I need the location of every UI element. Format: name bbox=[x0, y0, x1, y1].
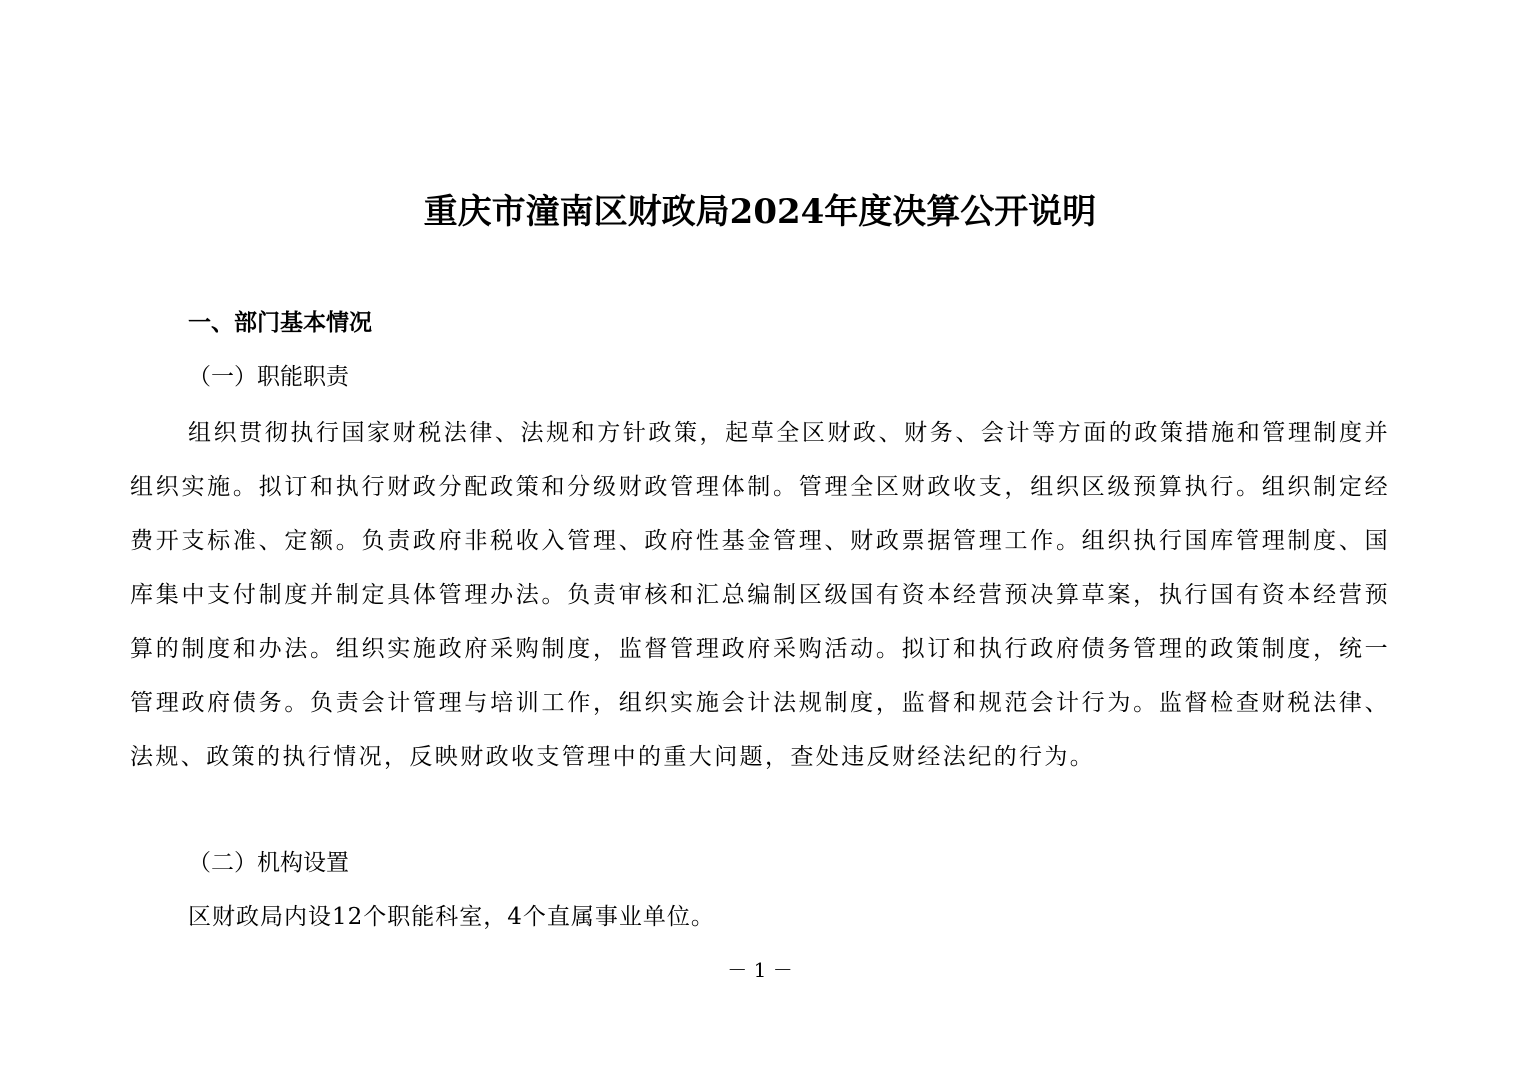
page-number: － 1 － bbox=[727, 958, 793, 982]
section-heading-basic-info: 一、部门基本情况 bbox=[188, 309, 372, 336]
functions-paragraph: 组织贯彻执行国家财税法律、法规和方针政策，起草全区财政、财务、会计等方面的政策措施和管理制度并组织实施。拟订和执行财政分配政策和分级财政管理体制。管理全区财政收支，组织区级预算执行。组织制定经费开支标准、定额。负责政府非税收入管理、政府性基金管理、财政票据管理工作。组织执行国库管理制度、国库集中支付制度并制定具体管理办法。负责审核和汇总编制区级国有资本经营预决算草案，执行国有资本经营预算的制度和办法。组织实施政府采购制度，监督管理政府采购活动。拟订和执行政府债务管理的政策制度，统一管理政府债务。负责会计管理与培训工作，组织实施会计法规制度，监督和规范会计行为。监督检查财税法律、法规、政策的执行情况，反映财政收支管理中的重大问题，查处违反财经法纪的行为。 bbox=[130, 420, 1390, 770]
subsection-heading-organization: （二）机构设置 bbox=[188, 850, 349, 876]
organization-paragraph: 区财政局内设12个职能科室，4个直属事业单位。 bbox=[188, 904, 715, 930]
document-title: 重庆市潼南区财政局2024年度决算公开说明 bbox=[423, 192, 1097, 232]
subsection-heading-functions: （一）职能职责 bbox=[188, 364, 349, 390]
